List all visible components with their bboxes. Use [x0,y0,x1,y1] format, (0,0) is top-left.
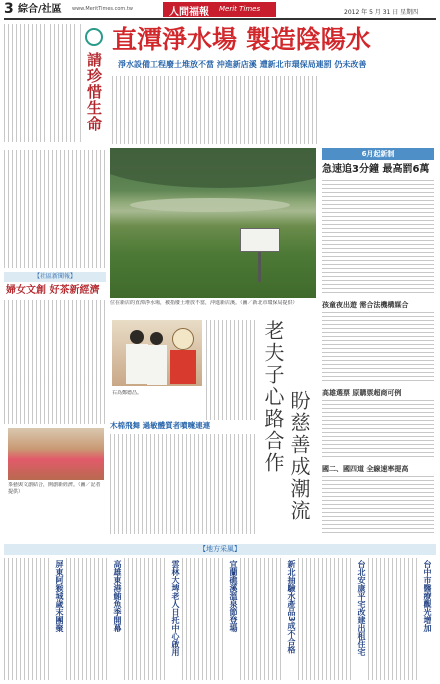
left-feature-photo [8,428,104,480]
left-col-body [4,150,106,268]
column-title [80,24,106,142]
bottom-body-6 [66,558,110,680]
photo-sign [240,228,280,252]
left-column-text-2 [50,24,78,142]
left-feature-label: 【社區新聞報】 [4,272,106,282]
right-sub-3: 國二、國四道 全線速率提高 [322,465,409,473]
mascot-body [170,350,196,384]
main-photo [110,148,316,298]
small-photo-caption: 右為鄭德昌。 [112,390,143,396]
brand-banner [163,2,276,17]
vertical-headline-line1: 老夫子心路合作 [261,320,285,474]
masthead [0,0,440,20]
left-feature-caption: 茶藝與文創結合，開創新經濟。（圖／記者提供） [8,482,101,495]
site-url: www.MeritTimes.com.tw [72,6,133,12]
column-title-text: 請珍惜生命 [85,52,103,132]
vertical-headline-line2: 盼慈善成潮流 [287,390,311,522]
vertical-headline [262,320,316,534]
bottom-headline-4: 宜蘭礁溪溫泉節登場 [229,560,238,632]
bottom-body-2 [298,558,354,680]
issue-date: 2012 年 5 月 31 日 星期四 [344,9,419,16]
bottom-headline-1: 台中市醫療觀光增加 [423,560,432,632]
person-left [130,330,144,344]
brand-en: Merit Times [219,5,261,13]
bottom-body-1 [368,558,420,680]
person-mid [150,332,163,345]
sub-headline: 淨水設備工程廢土堆放不當 沖進新店溪 遭新北市環保局連罰 仍未改善 [118,60,367,69]
bottom-headline-6: 高雄東港鮪魚季開幕 [113,560,122,632]
small-photo [112,320,202,386]
right-body-1 [322,180,434,296]
main-headline: 直潭淨水場 製造陰陽水 [112,25,371,54]
left-feature-body [4,300,106,424]
left-column-text [4,24,46,142]
lead-article-text [112,76,318,144]
section-name: 綜合/社區 [18,4,62,15]
center-body-a [206,320,256,420]
photo-hill [110,148,316,188]
bottom-body-4 [182,558,226,680]
main-photo-caption: 位在新店的直潭淨水場，被指廢土堆放不當，沖進新店溪。（圖／新北市環保局提供） [110,300,298,306]
center-body-b [110,434,256,534]
center-headline: 木棉飛舞 過敏體質者噴嚏連連 [110,421,211,430]
bottom-body-5 [124,558,168,680]
masthead-rule [4,18,436,20]
bottom-headline-7: 屏東阿猴城歲末團聚 [55,560,64,632]
bottom-body-3 [240,558,284,680]
photo-sign-post [258,252,261,282]
brand-cn: 人間福報 [169,7,209,18]
right-section-label: 6月起新制 [322,148,434,160]
photo-water [130,198,290,212]
right-body-4 [322,476,434,534]
page-number: 3 [4,1,14,17]
right-sub-1: 孩童夜出遊 需合法機構媒合 [322,301,409,309]
bottom-headline-5: 雲林大埤老人日托中心啟用 [171,560,180,656]
person-mid-body [147,345,167,385]
right-body-3 [322,400,434,460]
bottom-headline-2: 台北安康平宅改建出租住宅 [357,560,366,656]
right-body-2 [322,312,434,384]
bottom-body-7 [4,558,52,680]
person-left-body [126,344,148,384]
bottom-headline-3: 新北抽驗水產品3成不合格 [287,560,296,654]
left-feature-headline: 婦女文創 好茶新經濟 [6,285,100,296]
bottom-band [4,558,436,680]
column-logo-circle [85,28,103,46]
bottom-band-label: 【地方采風】 [4,544,436,555]
right-headline: 急速追3分鐘 最高罰6萬 [322,164,430,175]
right-sub-2: 高雄選票 原購票超商可例 [322,389,402,397]
mascot [172,328,194,350]
